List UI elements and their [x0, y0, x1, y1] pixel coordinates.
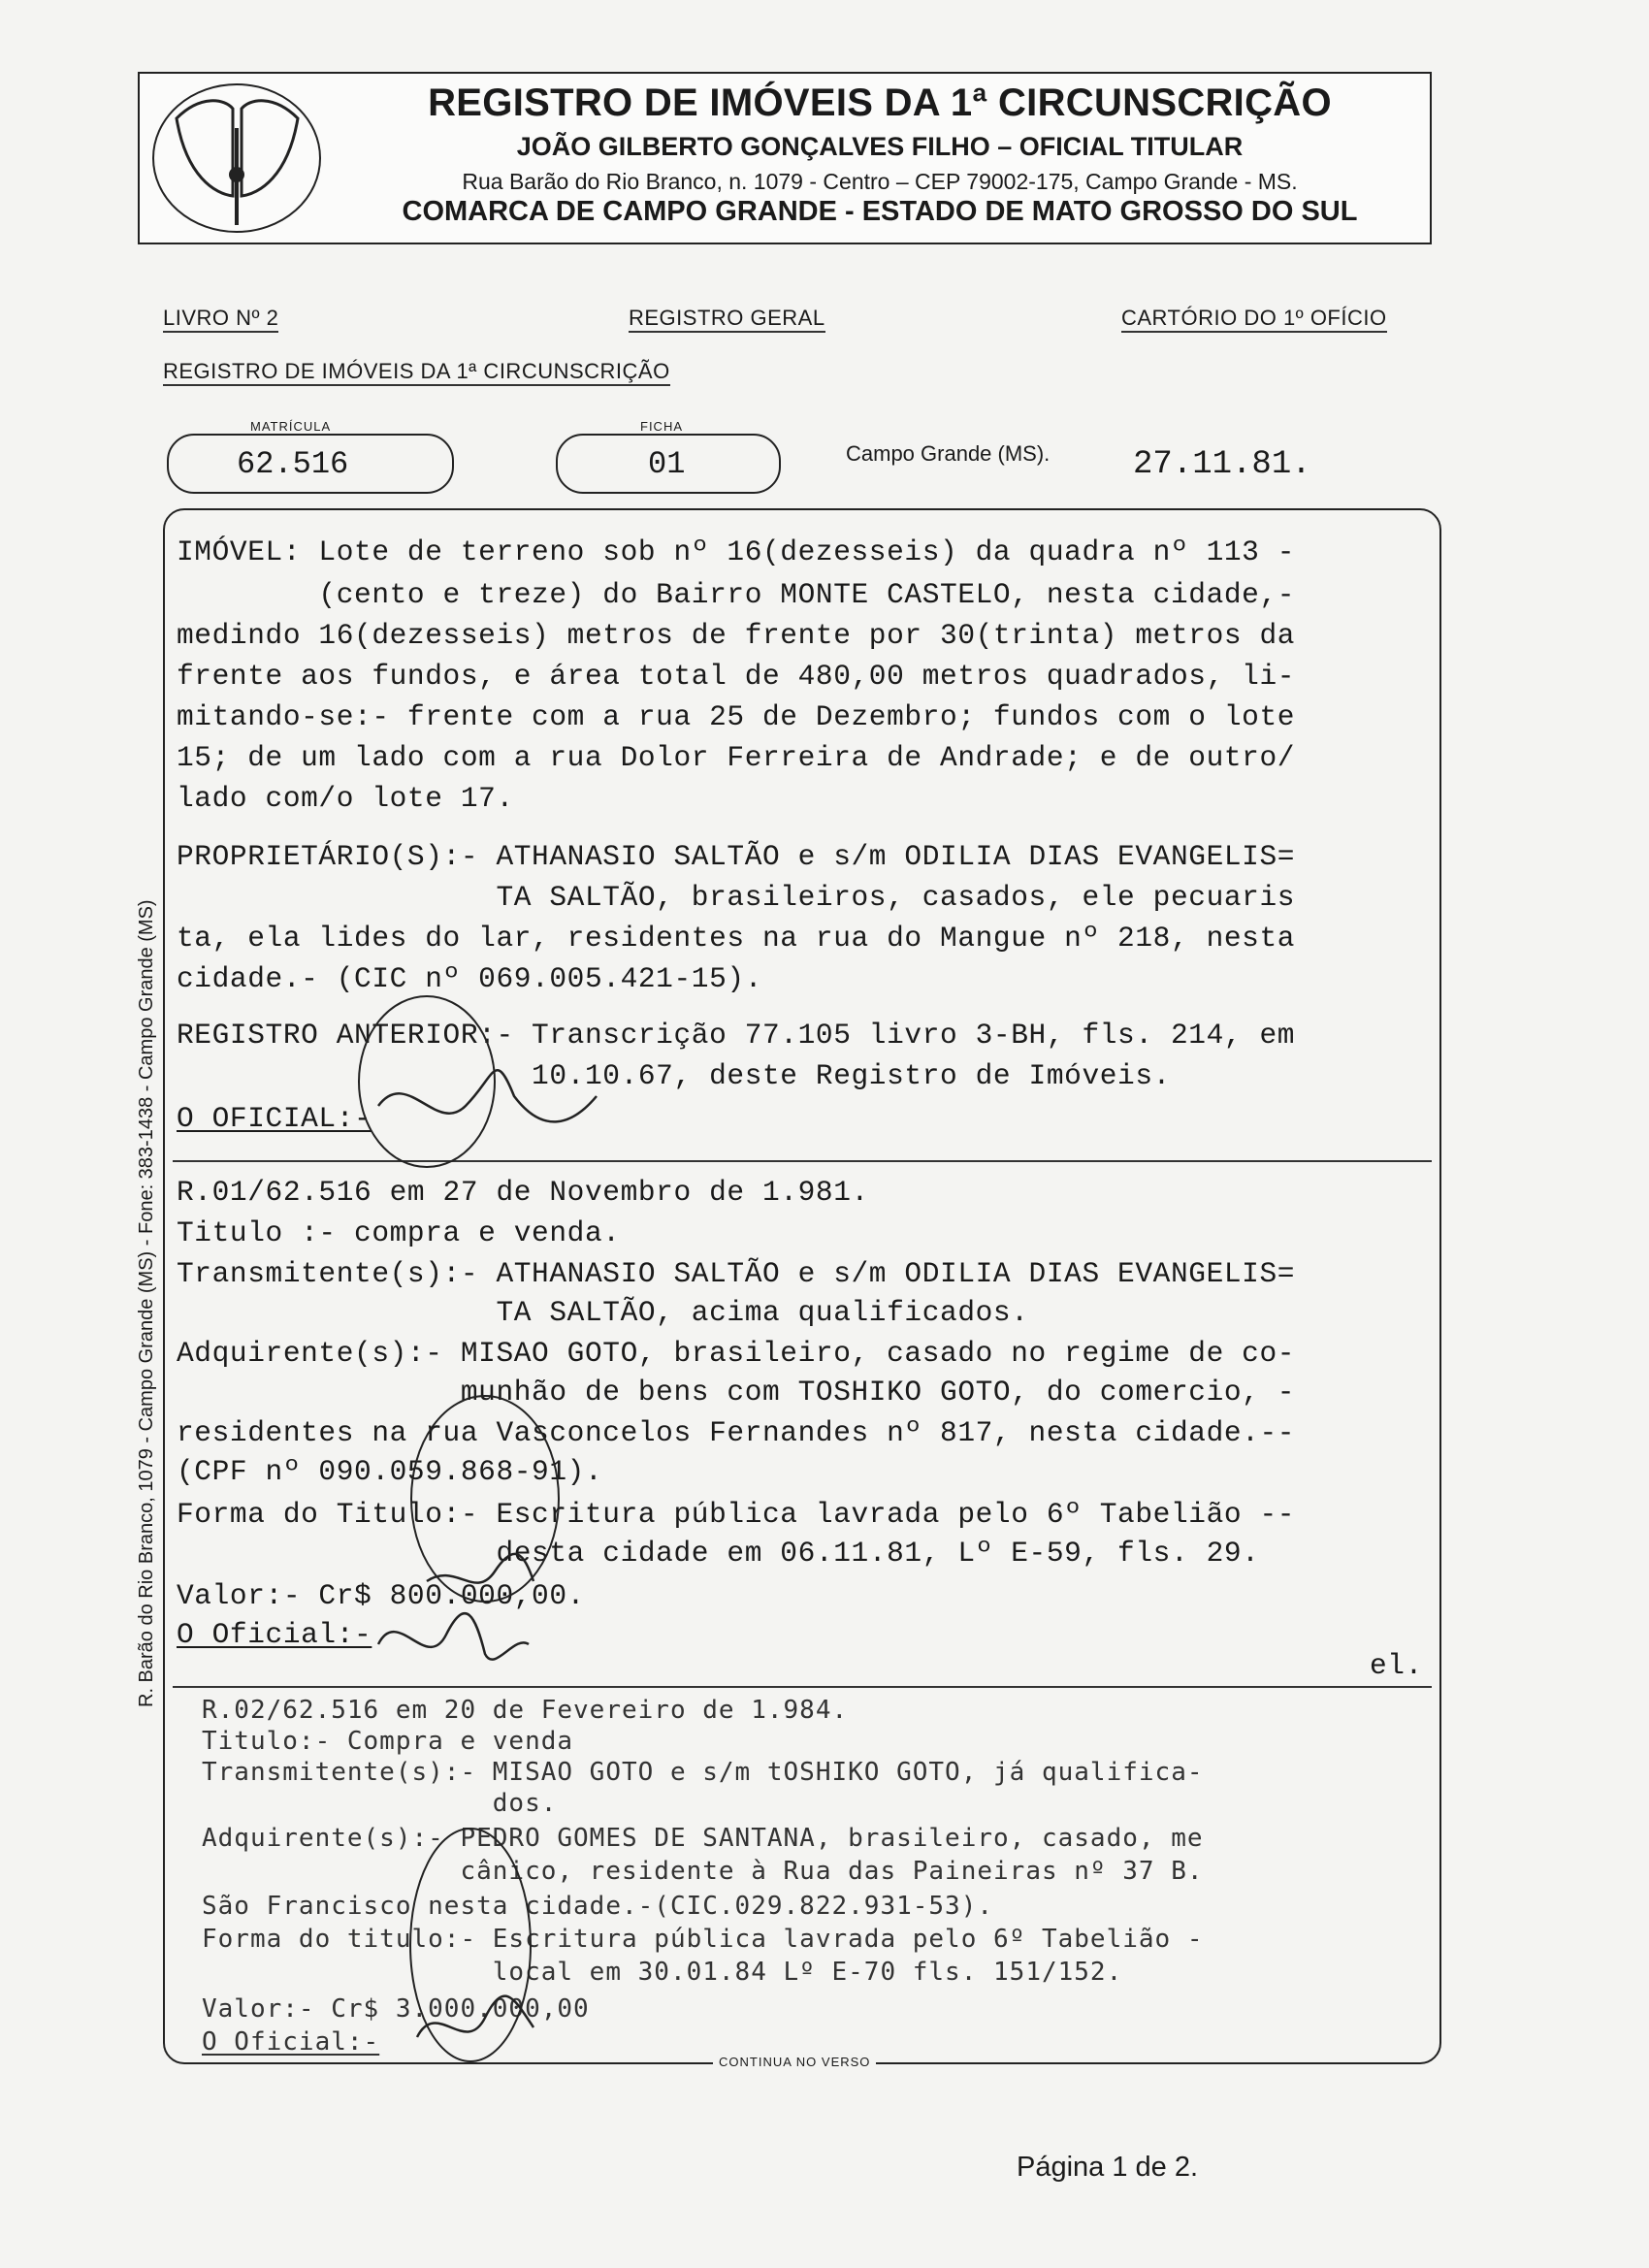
section-divider: [173, 1686, 1432, 1688]
proprietario-line: PROPRIETÁRIO(S):- ATHANASIO SALTÃO e s/m ODILIA DIAS EVANGELIS=: [177, 840, 1296, 873]
cartorio-label: CARTÓRIO DO 1º OFÍCIO: [1121, 306, 1387, 333]
registro-imoveis-label: REGISTRO DE IMÓVEIS DA 1ª CIRCUNSCRIÇÃO: [163, 359, 670, 386]
r01-line: (CPF nº 090.059.868-91).: [177, 1455, 603, 1488]
livro-label: LIVRO Nº 2: [163, 306, 278, 333]
r01-line: O Oficial:-: [177, 1618, 372, 1651]
proprietario-line: cidade.- (CIC nº 069.005.421-15).: [177, 962, 762, 995]
fountain-pen-nib-icon: [147, 80, 327, 237]
r01-line: Titulo :- compra e venda.: [177, 1216, 621, 1249]
imovel-line: mitando-se:- frente com a rua 25 de Dezembro; fundos com o lote: [177, 700, 1296, 733]
r01-line: residentes na rua Vasconcelos Fernandes nº 817, nesta cidade.--: [177, 1416, 1296, 1449]
imovel-line: medindo 16(dezesseis) metros de frente por 30(trinta) metros da: [177, 619, 1296, 652]
ficha-label: FICHA: [634, 419, 689, 434]
r01-line: Transmitente(s):- ATHANASIO SALTÃO e s/m ODILIA DIAS EVANGELIS=: [177, 1257, 1296, 1290]
r01-line: Forma do Titulo:- Escritura pública lavrada pelo 6º Tabelião --: [177, 1498, 1296, 1531]
proprietario-line: TA SALTÃO, brasileiros, casados, ele pecuaris: [177, 881, 1296, 914]
r02-line: dos.: [202, 1789, 558, 1818]
r02-line: Adquirente(s):- PEDRO GOMES DE SANTANA, brasileiro, casado, me: [202, 1824, 1204, 1853]
continua-no-verso: CONTINUA NO VERSO: [713, 2055, 876, 2069]
imovel-line: IMÓVEL: Lote de terreno sob nº 16(dezesseis) da quadra nº 113 -: [177, 535, 1296, 568]
notary-stamp-3: [398, 1814, 543, 2076]
matricula-value: 62.516: [237, 446, 349, 482]
r02-line: Forma do titulo:- Escritura pública lavrada pelo 6º Tabelião -: [202, 1925, 1204, 1954]
imovel-line: (cento e treze) do Bairro MONTE CASTELO, nesta cidade,-: [177, 578, 1296, 611]
r01-line: Valor:- Cr$ 800.000,00.: [177, 1579, 585, 1612]
r02-line: Titulo:- Compra e venda: [202, 1727, 574, 1756]
imovel-line: lado com/o lote 17.: [177, 782, 514, 815]
matricula-label: MATRÍCULA: [244, 419, 337, 434]
r02-line: O Oficial:-: [202, 2027, 380, 2057]
r01-line: munhão de bens com TOSHIKO GOTO, do comercio, -: [177, 1376, 1296, 1409]
r01-initials: el.: [1370, 1649, 1423, 1682]
r02-line: Transmitente(s):- MISAO GOTO e s/m tOSHIKO GOTO, já qualifica-: [202, 1758, 1204, 1787]
oficial-signature-label: O OFICIAL:-: [177, 1102, 372, 1135]
proprietario-line: ta, ela lides do lar, residentes na rua do Mangue nº 218, nesta: [177, 922, 1296, 955]
imovel-line: frente aos fundos, e área total de 480,00 metros quadrados, li-: [177, 660, 1296, 693]
registro-anterior-line: REGISTRO ANTERIOR:- Transcrição 77.105 livro 3-BH, fls. 214, em: [177, 1019, 1296, 1052]
r02-line: R.02/62.516 em 20 de Fevereiro de 1.984.: [202, 1696, 849, 1725]
page-number: Página 1 de 2.: [1017, 2152, 1199, 2183]
sidebar-address: R. Barão do Rio Branco, 1079 - Campo Grande (MS) - Fone: 383-1438 - Campo Grande (MS): [136, 899, 157, 1707]
oficial-signature-1: [369, 1596, 534, 1683]
registry-title: REGISTRO DE IMÓVEIS DA 1ª CIRCUNSCRIÇÃO: [428, 81, 1332, 124]
notary-stamp-1: [349, 989, 601, 1174]
r01-line: desta cidade em 06.11.81, Lº E-59, fls. 29.: [177, 1537, 1260, 1570]
registry-officer: JOÃO GILBERTO GONÇALVES FILHO – OFICIAL TITULAR: [516, 132, 1244, 161]
registro-geral-label: REGISTRO GERAL: [629, 306, 825, 333]
registry-address: Rua Barão do Rio Branco, n. 1079 - Centro – CEP 79002-175, Campo Grande - MS.: [462, 169, 1298, 194]
registry-comarca: COMARCA DE CAMPO GRANDE - ESTADO DE MATO GROSSO DO SUL: [402, 196, 1358, 227]
r02-line: Valor:- Cr$ 3.000.000,00: [202, 1994, 590, 2024]
r02-line: São Francisco nesta cidade.-(CIC.029.822.931-53).: [202, 1892, 994, 1921]
local-label: Campo Grande (MS).: [846, 441, 1051, 466]
ficha-value: 01: [648, 446, 686, 482]
r01-line: R.01/62.516 em 27 de Novembro de 1.981.: [177, 1176, 869, 1209]
r01-line: TA SALTÃO, acima qualificados.: [177, 1296, 1029, 1329]
r02-line: local em 30.01.84 Lº E-70 fls. 151/152.: [202, 1958, 1123, 1987]
r02-line: cânico, residente à Rua das Paineiras nº 37 B.: [202, 1857, 1204, 1886]
registration-date: 27.11.81.: [1133, 446, 1311, 483]
r01-line: Adquirente(s):- MISAO GOTO, brasileiro, casado no regime de co-: [177, 1337, 1296, 1370]
registro-anterior-line: 10.10.67, deste Registro de Imóveis.: [177, 1059, 1171, 1092]
imovel-line: 15; de um lado com a rua Dolor Ferreira de Andrade; e de outro/: [177, 741, 1296, 774]
notary-stamp-2: [388, 1387, 582, 1610]
